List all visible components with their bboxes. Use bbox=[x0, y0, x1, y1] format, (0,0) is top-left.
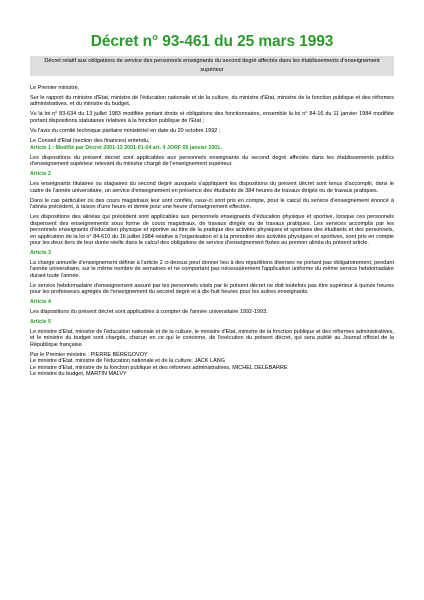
article-paragraph: Les enseignants titulaires ou stagiaires du second degré auxquels s'appliquent les dispositions du présent décret sont tenus d'accomplir, dans le cadre de l'année universitaire, un service d'enseignement en présence des étudiants de 384 heures de travaux dirigés ou de travaux pratiques. bbox=[30, 181, 394, 194]
signature-line: Le ministre d'Etat, ministre de l'éducation nationale et de la culture, JACK LANG bbox=[30, 358, 226, 365]
article-1-heading[interactable]: Article 1 : Modifié par Décret 2001-13 2001-01-04 art. 4 JORF 05 janvier 2001. bbox=[30, 145, 222, 152]
article-paragraph: Le service hebdomadaire d'enseignement assuré par les personnels visés par le présent décret ne doit toutefois pas être supérieur à quinze heures pour les professeurs agrégés de l'enseignement du second degré et à dix-huit heures pour les autres enseignants. bbox=[30, 282, 394, 296]
page-title: Décret n° 93-461 du 25 mars 1993 bbox=[90, 33, 334, 50]
preamble-line: Le Conseil d'Etat (section des finances) entendu, bbox=[30, 137, 150, 144]
article-paragraph: Les dispositions du présent décret sont applicables à compter de l'année universitaire 1992-1993. bbox=[30, 308, 268, 315]
article-4-heading: Article 4 bbox=[30, 299, 51, 306]
signature-line: Le ministre d'Etat, ministre de la fonction publique et des réformes administratives, MICHEL DELEBARRE bbox=[30, 364, 288, 371]
preamble-line: Vu l'avis du comité technique paritaire ministériel en date du 20 octobre 1992 ; bbox=[30, 127, 221, 134]
preamble-line: Vu la loi n° 83-634 du 13 juillet 1983 modifiée portant droits et obligations des fonctionnaires, ensemble la loi n° 84-16 du 11 janvier 1984 modifiée portant dispositions statutaires relatives à la fonction publique de l'Etat ; bbox=[30, 111, 394, 124]
preamble bbox=[30, 85, 394, 144]
article-paragraph: Dans le cas particulier où des cours magistraux leur sont confiés, ceux-ci sont pris en compte, pour le calcul du service d'enseignement énoncé à l'alinéa précédent, à raison d'une heure et demie pour une heure d'enseignement effective. bbox=[30, 197, 394, 211]
article-3-heading: Article 3 bbox=[30, 249, 51, 256]
signature-block bbox=[30, 352, 394, 378]
signature-line: Par le Premier ministre : PIERRE BÉRÉGOVOY bbox=[30, 351, 148, 358]
article-paragraph: Le ministre d'Etat, ministre de l'éducation nationale et de la culture, le ministre d'Etat, ministre de la fonction publique et des réformes administratives, et le ministre du budget sont chargés, chacun en ce qui le concerne, de l'exécution du présent décret, qui sera publié au Journal officiel de la République française. bbox=[30, 328, 394, 348]
article-2-heading: Article 2 bbox=[30, 171, 51, 178]
article-5-heading: Article 5 bbox=[30, 318, 51, 325]
article-paragraph: Les dispositions des alinéas qui précèdent sont applicables aux personnels enseignants d'éducation physique et sportive, lorsque ces personnels dispensent des enseignements sous forme de cours magistraux, de travaux dirigés ou de travaux pratiques. Les services accomplis par les personnels enseignants d'éducation physique et sportive au titre de la pratique des activités physiques et sportives des étudiants et des personnels, en application de la loi n° 84-610 du 16 juillet 1984 relative à l'organisation et à la promotion des activités physiques et sportives, sont pris en compte pour les deux tiers de leur durée réelle dans le calcul des obligations de service d'enseignement fixées au premier alinéa du présent article. bbox=[30, 214, 394, 247]
article-paragraph: Les dispositions du présent décret sont applicables aux personnels enseignants du second degré affectés dans les établissements publics d'enseignement supérieur relevant du ministre chargé de l'enseignement supérieur. bbox=[30, 154, 394, 168]
preamble-line: Le Premier ministre, bbox=[30, 85, 80, 91]
article-paragraph: La charge annuelle d'enseignement définie à l'article 2 ci-dessus peut donner lieu à des répartitions diverses ne portant pas obligatoirement, pendant l'année universitaire, sur le même nombre de semaines et ne comportant pas nécessairement l'application uniforme du même service hebdomadaire durant toute l'année. bbox=[30, 259, 394, 279]
preamble-line: Sur le rapport du ministre d'Etat, ministre de l'éducation nationale et de la culture, du ministre d'Etat, ministre de la fonction publique et des réformes administratives, et du ministre du budget, bbox=[30, 94, 394, 108]
decree-subtitle: Décret relatif aux obligations de service des personnels enseignants du second degré affectés dans les établissements d'enseignement supérieur bbox=[30, 56, 394, 76]
document-body bbox=[30, 85, 394, 378]
signature-line: Le ministre du budget, MARTIN MALVY bbox=[30, 371, 127, 378]
